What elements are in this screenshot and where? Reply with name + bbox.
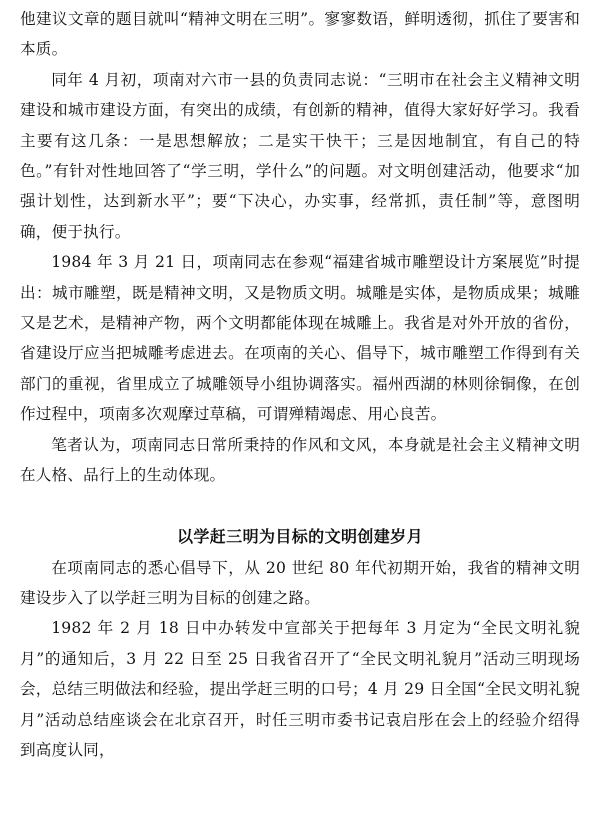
paragraph-section-intro: 在项南同志的悉心倡导下，从 20 世纪 80 年代初期开始，我省的精神文明建设步入了以学赶三明为目标的创建之路。 xyxy=(20,558,580,607)
document-page xyxy=(20,4,580,765)
paragraph-xiangnan-remarks: 同年 4 月初，项南对六市一县的负责同志说：“三明市在社会主义精神文明建设和城市建设方面，有突出的成绩，有创新的精神，值得大家好好学习。我看主要有这几条：一是思想解放；二是实干快干；三是因地制宜，有自己的特色。”有针对性地回答了“学三明，学什么”的问题。对文明创建活动，他要求“加强计划性，达到新水平”；要“下决心，办实事，经常抓，责任制”等，意图明确，便于执行。 xyxy=(20,70,580,241)
paragraph-city-sculpture: 1984 年 3 月 21 日，项南同志在参观“福建省城市雕塑设计方案展览”时提出：城市雕塑，既是精神文明，又是物质文明。城雕是实体，是物质成果；城雕又是艺术，是精神产物，两个文明都能体现在城雕上。我省是对外开放的省份，省建设厅应当把城雕考虑进去。在项南的关心、倡导下，城市雕塑工作得到有关部门的重视，省里成立了城雕领导小组协调落实。福州西湖的林则徐铜像，在创作过程中，项南多次观摩过草稿，可谓殚精竭虑、用心良苦。 xyxy=(20,253,580,424)
section-title: 以学赶三明为目标的文明创建岁月 xyxy=(176,526,423,546)
paragraph-continuation: 他建议文章的题目就叫“精神文明在三明”。寥寥数语，鲜明透彻，抓住了要害和本质。 xyxy=(20,10,580,59)
paragraph-civility-month: 1982 年 2 月 18 日中办转发中宣部关于把每年 3 月定为“全民文明礼貌月”的通知后，3 月 22 日至 25 日我省召开了“全民文明礼貌月”活动三明现场会，总结三明做法和经验，提出学赶三明的口号；4 月 29 日全国“全民文明礼貌月”活动总结座谈会在北京召开，时任三明市委书记袁启彤在会上的经验介绍得到高度认同， xyxy=(20,619,580,759)
paragraph-author-opinion: 笔者认为，项南同志日常所秉持的作风和文风，本身就是社会主义精神文明在人格、品行上的生动体现。 xyxy=(20,435,580,485)
